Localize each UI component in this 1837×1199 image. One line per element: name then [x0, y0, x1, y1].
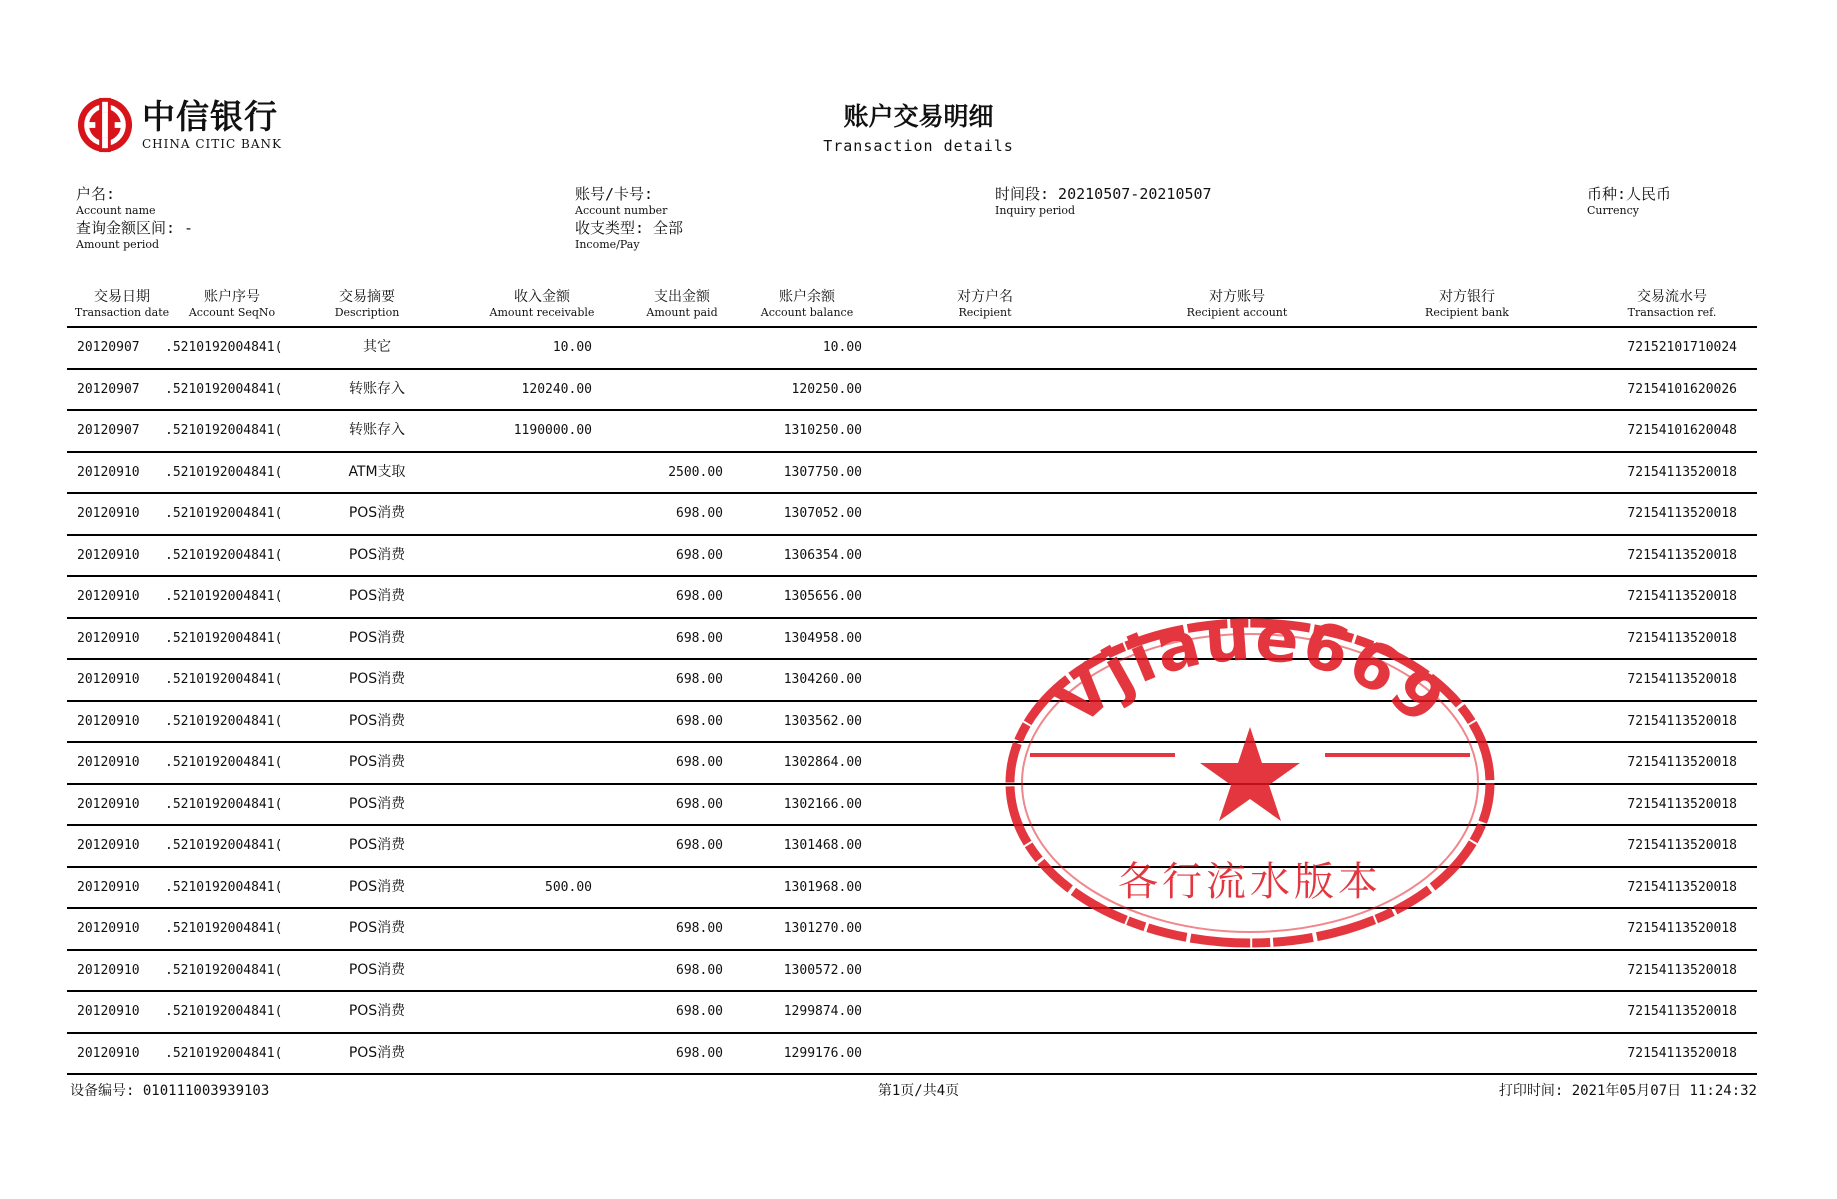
cell-account: .5210192004841(: [165, 921, 283, 936]
cell-paid: 698.00: [676, 506, 723, 521]
cell-account: .5210192004841(: [165, 589, 283, 604]
cell-balance: 1301468.00: [783, 838, 862, 853]
cell-date: 20120907: [77, 340, 140, 355]
cell-balance: 1303562.00: [783, 713, 862, 729]
bank-name-cn: 中信银行: [142, 97, 278, 136]
cell-ref: 72154101620048: [1627, 423, 1737, 438]
cell-balance: 1301968.00: [783, 879, 862, 895]
cell-balance: 1300572.00: [783, 962, 862, 978]
cell-description: POS消费: [348, 588, 406, 604]
cell-balance: 1302864.00: [783, 755, 862, 770]
cell-account: .5210192004841(: [165, 713, 283, 729]
amount-period-label-en: Amount period: [76, 238, 160, 251]
cell-ref: 72152101710024: [1627, 340, 1737, 355]
cell-income: 120240.00: [521, 381, 592, 397]
col-label-cn: 对方账号: [1209, 289, 1265, 305]
cell-description: POS消费: [348, 546, 406, 563]
currency-field: [1587, 184, 1671, 218]
cell-balance: 1310250.00: [783, 423, 862, 438]
cell-description: POS消费: [348, 878, 406, 895]
cell-paid: 698.00: [676, 672, 723, 687]
table-row: [67, 453, 1757, 495]
cell-date: 20120910: [77, 630, 140, 646]
table-row: [67, 536, 1757, 578]
cell-paid: 698.00: [676, 921, 723, 936]
cell-account: .5210192004841(: [165, 672, 283, 687]
cell-ref: 72154113520018: [1627, 464, 1737, 480]
account-number-label-en: Account number: [575, 204, 668, 217]
cell-account: .5210192004841(: [165, 381, 283, 397]
cell-date: 20120910: [77, 1004, 140, 1019]
cell-paid: 698.00: [676, 630, 723, 646]
income-pay-label-en: Income/Pay: [575, 238, 640, 251]
cell-description: 转账存入: [349, 422, 405, 438]
cell-date: 20120907: [77, 381, 140, 397]
col-label-cn: 对方银行: [1439, 289, 1495, 305]
col-label-en: Transaction ref.: [1627, 306, 1717, 319]
cell-date: 20120910: [77, 755, 140, 770]
col-label-cn: 交易摘要: [339, 289, 395, 305]
account-number-field: [575, 184, 683, 252]
col-label-en: Amount paid: [646, 306, 718, 319]
cell-description: POS消费: [348, 837, 406, 853]
cell-description: 转账存入: [349, 380, 405, 397]
col-amount-receivable: [477, 288, 607, 320]
cell-ref: 72154113520018: [1627, 796, 1737, 812]
cell-ref: 72154113520018: [1627, 962, 1737, 978]
cell-income: 10.00: [552, 340, 592, 355]
cell-paid: 698.00: [676, 713, 723, 729]
cell-date: 20120910: [77, 547, 140, 563]
col-amount-paid: [632, 288, 732, 320]
cell-balance: 120250.00: [791, 381, 862, 397]
cell-paid: 698.00: [676, 589, 723, 604]
cell-balance: 1305656.00: [783, 589, 862, 604]
col-recipient-account: [1167, 288, 1307, 320]
table-row: [67, 494, 1757, 536]
col-label-en: Amount receivable: [489, 306, 595, 319]
cell-account: .5210192004841(: [165, 796, 283, 812]
cell-paid: 698.00: [676, 796, 723, 812]
cell-date: 20120910: [77, 962, 140, 978]
cell-ref: 72154113520018: [1627, 630, 1737, 646]
cell-description: POS消费: [348, 754, 406, 770]
cell-account: .5210192004841(: [165, 547, 283, 563]
cell-ref: 72154113520018: [1627, 755, 1737, 770]
cell-ref: 72154113520018: [1627, 1004, 1737, 1019]
cell-account: .5210192004841(: [165, 423, 283, 438]
cell-balance: 1304958.00: [783, 630, 862, 646]
currency-label: 币种:人民币: [1587, 185, 1672, 203]
col-label-en: Account balance: [760, 306, 854, 319]
table-row: [67, 370, 1757, 412]
inquiry-period-label-en: Inquiry period: [995, 204, 1076, 217]
cell-account: .5210192004841(: [165, 1045, 283, 1061]
cell-date: 20120910: [77, 1045, 140, 1061]
cell-income: 500.00: [545, 879, 592, 895]
cell-paid: 2500.00: [668, 464, 723, 480]
cell-description: POS消费: [348, 1003, 406, 1019]
stamp-top-text: Vjiaue669: [1041, 605, 1460, 741]
col-label-en: Recipient bank: [1425, 306, 1509, 319]
income-pay-label: 收支类型: 全部: [575, 219, 684, 237]
cell-date: 20120907: [77, 423, 140, 438]
cell-paid: 698.00: [676, 547, 723, 563]
col-label-en: Account SeqNo: [188, 306, 276, 319]
cell-balance: 1306354.00: [783, 547, 862, 563]
cell-balance: 1307750.00: [783, 464, 862, 480]
col-label-en: Transaction date: [74, 306, 170, 319]
currency-label-en: Currency: [1587, 204, 1639, 217]
col-label-cn: 交易日期: [94, 289, 150, 305]
cell-ref: 72154113520018: [1627, 672, 1737, 687]
cell-description: ATM支取: [348, 463, 406, 480]
col-label-cn: 账户余额: [779, 289, 835, 305]
col-account-seqno: [177, 288, 287, 320]
cell-description: POS消费: [348, 920, 406, 936]
inquiry-period-label: 时间段: 20210507-20210507: [995, 185, 1212, 203]
col-recipient-bank: [1407, 288, 1527, 320]
cell-date: 20120910: [77, 879, 140, 895]
cell-description: 其它: [363, 339, 391, 355]
cell-ref: 72154113520018: [1627, 1045, 1737, 1061]
cell-account: .5210192004841(: [165, 340, 283, 355]
col-label-en: Recipient account: [1186, 306, 1288, 319]
page-title: [0, 97, 1837, 155]
stamp-bottom-text: 各行流水版本: [1118, 859, 1382, 905]
cell-description: POS消费: [348, 961, 406, 978]
cell-paid: 698.00: [676, 838, 723, 853]
cell-description: POS消费: [348, 671, 406, 687]
account-name-field: [76, 184, 193, 252]
cell-balance: 1299176.00: [783, 1045, 862, 1061]
table-row: [67, 1034, 1757, 1076]
cell-balance: 1299874.00: [783, 1004, 862, 1019]
cell-paid: 698.00: [676, 962, 723, 978]
cell-ref: 72154113520018: [1627, 589, 1737, 604]
table-row: [67, 411, 1757, 453]
star-icon: [1200, 727, 1300, 821]
cell-ref: 72154113520018: [1627, 838, 1737, 853]
cell-description: POS消费: [348, 629, 406, 646]
cell-ref: 72154113520018: [1627, 547, 1737, 563]
device-number: 设备编号: 010111003939103: [70, 1083, 270, 1099]
col-label-cn: 收入金额: [514, 289, 570, 305]
account-name-label: 户名:: [76, 185, 116, 203]
col-description: [312, 288, 422, 320]
cell-description: POS消费: [348, 712, 406, 729]
cell-account: .5210192004841(: [165, 879, 283, 895]
cell-date: 20120910: [77, 506, 140, 521]
cell-paid: 698.00: [676, 755, 723, 770]
page-indicator: 第1页/共4页: [877, 1083, 960, 1099]
account-number-label: 账号/卡号:: [575, 185, 654, 203]
cell-balance: 1307052.00: [783, 506, 862, 521]
col-label-cn: 账户序号: [204, 289, 260, 305]
cell-balance: 1301270.00: [783, 921, 862, 936]
cell-description: POS消费: [348, 505, 406, 521]
cell-account: .5210192004841(: [165, 506, 283, 521]
cell-balance: 1302166.00: [783, 796, 862, 812]
cell-date: 20120910: [77, 589, 140, 604]
cell-account: .5210192004841(: [165, 630, 283, 646]
print-time: 打印时间: 2021年05月07日 11:24:32: [1498, 1083, 1757, 1099]
seal-stamp: [990, 605, 1510, 960]
col-label-en: Description: [334, 306, 400, 319]
col-label-en: Recipient: [958, 306, 1012, 319]
cell-date: 20120910: [77, 838, 140, 853]
bank-name-en: CHINA CITIC BANK: [142, 137, 282, 151]
account-name-label-en: Account name: [76, 204, 156, 217]
cell-account: .5210192004841(: [165, 464, 283, 480]
cell-paid: 698.00: [676, 1045, 723, 1061]
title-en: Transaction details: [823, 137, 1014, 155]
cell-date: 20120910: [77, 921, 140, 936]
cell-date: 20120910: [77, 672, 140, 687]
cell-balance: 10.00: [822, 340, 862, 355]
cell-account: .5210192004841(: [165, 962, 283, 978]
amount-period-label: 查询金额区间: -: [76, 219, 194, 237]
table-row: [67, 992, 1757, 1034]
col-label-cn: 对方户名: [957, 289, 1013, 305]
cell-income: 1190000.00: [513, 423, 592, 438]
cell-account: .5210192004841(: [165, 838, 283, 853]
cell-ref: 72154101620026: [1627, 381, 1737, 397]
col-recipient: [935, 288, 1035, 320]
cell-account: .5210192004841(: [165, 1004, 283, 1019]
col-account-balance: [747, 288, 867, 320]
cell-ref: 72154113520018: [1627, 921, 1737, 936]
cell-date: 20120910: [77, 464, 140, 480]
cell-balance: 1304260.00: [783, 672, 862, 687]
cell-ref: 72154113520018: [1627, 879, 1737, 895]
col-transaction-date: [67, 288, 177, 320]
title-cn: 账户交易明细: [843, 102, 994, 131]
cell-paid: 698.00: [676, 1004, 723, 1019]
cell-date: 20120910: [77, 713, 140, 729]
inquiry-period-field: [995, 184, 1212, 218]
col-transaction-ref: [1607, 288, 1737, 320]
table-header: [67, 288, 1757, 328]
cell-ref: 72154113520018: [1627, 713, 1737, 729]
col-label-cn: 支出金额: [654, 289, 710, 305]
cell-ref: 72154113520018: [1627, 506, 1737, 521]
cell-date: 20120910: [77, 796, 140, 812]
table-row: [67, 328, 1757, 370]
cell-description: POS消费: [348, 1044, 406, 1061]
col-label-cn: 交易流水号: [1637, 289, 1707, 305]
cell-description: POS消费: [348, 795, 406, 812]
cell-account: .5210192004841(: [165, 755, 283, 770]
